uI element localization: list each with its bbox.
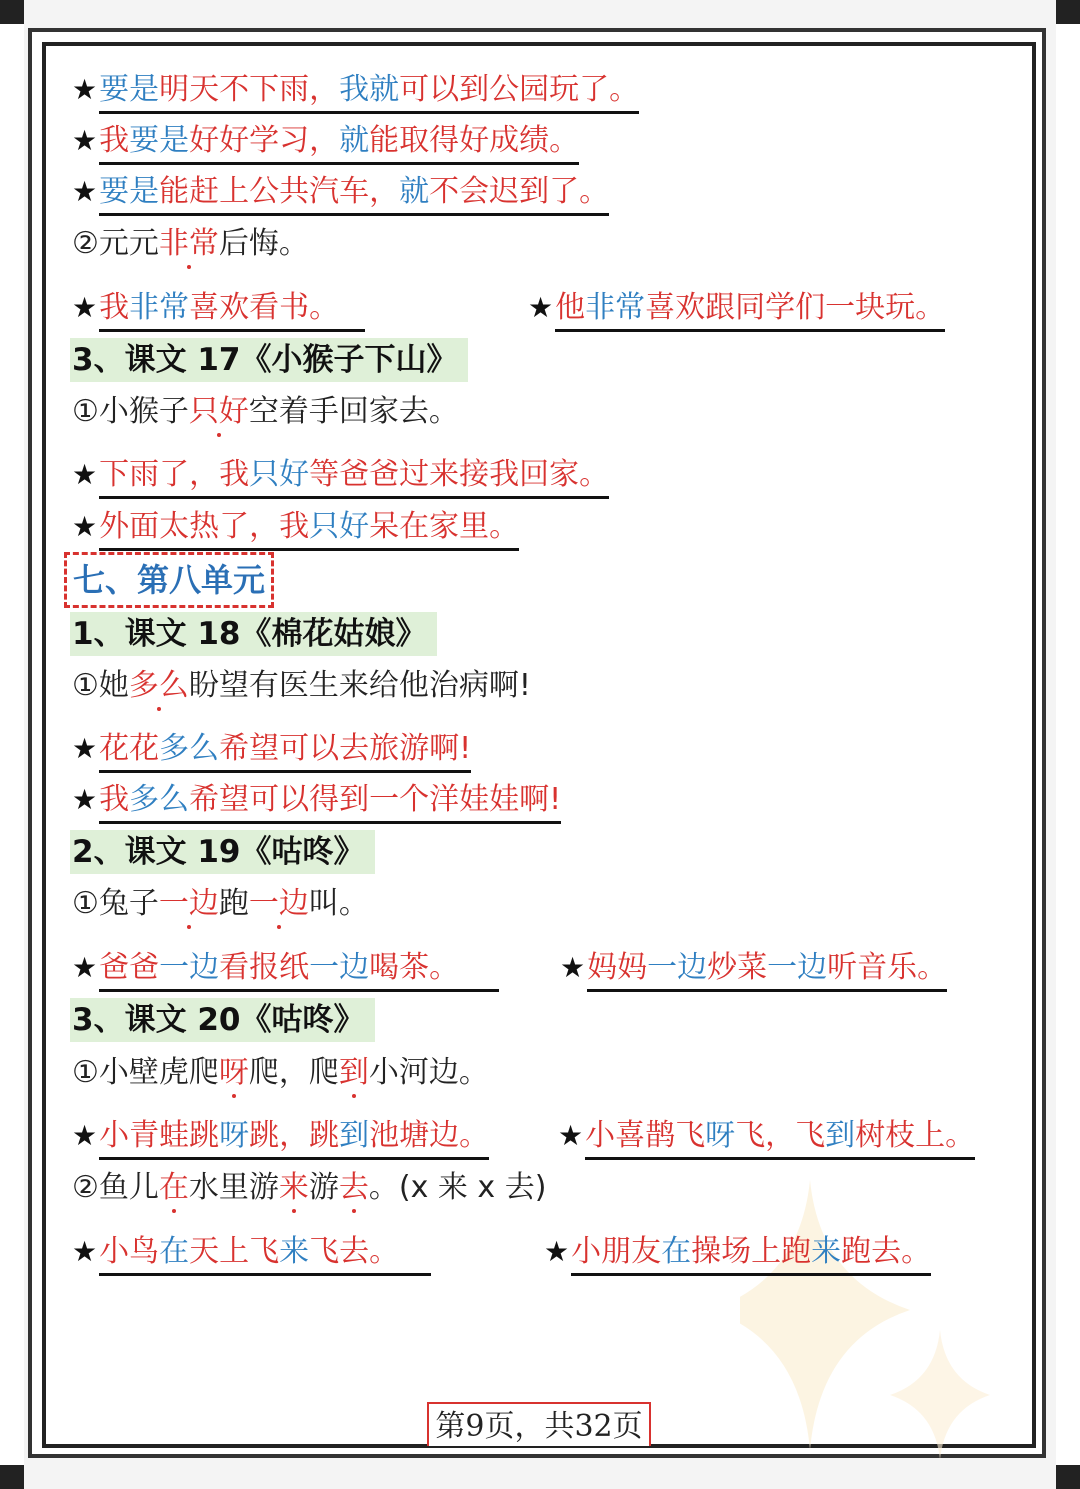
corner-mark bbox=[0, 1465, 24, 1489]
sentence-part: 叫。 bbox=[308, 886, 369, 921]
keyword: 在 bbox=[159, 1234, 190, 1269]
sentence-part: 飞 bbox=[309, 1234, 340, 1269]
example-sentence bbox=[72, 948, 499, 992]
sentence-part: 爬，爬 bbox=[248, 1055, 339, 1090]
star-icon: ★ bbox=[544, 1235, 570, 1268]
example-sentence bbox=[72, 121, 579, 165]
keyword: 要是 bbox=[99, 174, 160, 209]
section-heading: 1、课文 18《棉花姑娘》 bbox=[70, 612, 437, 656]
answer-sentence bbox=[99, 71, 639, 114]
example-sentence bbox=[72, 1232, 431, 1276]
keyword: 多么 bbox=[129, 782, 190, 817]
answer-sentence bbox=[571, 1233, 931, 1276]
sentence-part: ①兔子 bbox=[72, 886, 159, 921]
keyword: 呀 bbox=[705, 1118, 736, 1153]
answer-sentence bbox=[555, 289, 945, 332]
keyword: 一边 bbox=[309, 950, 370, 985]
sentence-part: 跳，跳 bbox=[249, 1118, 340, 1153]
answer-sentence bbox=[587, 949, 947, 992]
keyword: 呀 bbox=[218, 1055, 249, 1090]
example-sentence bbox=[558, 1116, 975, 1160]
example-sentence bbox=[72, 172, 609, 216]
sentence-part: 好好学习， bbox=[189, 123, 340, 158]
sentence-part: 能赶上公共汽车， bbox=[159, 174, 400, 209]
sentence-part: 飞，飞 bbox=[735, 1118, 826, 1153]
sentence-part: 。 bbox=[369, 1234, 400, 1269]
unit-title: 七、第八单元 bbox=[64, 552, 274, 608]
sentence-part: 小河边。 bbox=[368, 1055, 489, 1090]
keyword: 一边 bbox=[767, 950, 828, 985]
keyword: 一边 bbox=[248, 886, 309, 921]
sentence-part: ②元元 bbox=[72, 226, 159, 261]
keyword: 在 bbox=[661, 1234, 692, 1269]
keyword: 到 bbox=[825, 1118, 856, 1153]
star-icon: ★ bbox=[72, 175, 98, 208]
sentence-part: 空着手回家去。 bbox=[248, 394, 459, 429]
sentence-part: 可以到公园玩了。 bbox=[399, 72, 640, 107]
answer-sentence bbox=[99, 289, 365, 332]
star-icon: ★ bbox=[72, 73, 98, 106]
sentence-part: 看报纸 bbox=[219, 950, 310, 985]
example-sentence bbox=[544, 1232, 931, 1276]
sentence-part: 爸爸 bbox=[99, 950, 160, 985]
star-icon: ★ bbox=[72, 510, 98, 543]
sentence-part: 喜欢跟同学们一块玩。 bbox=[645, 290, 946, 325]
keyword: 一边 bbox=[159, 950, 220, 985]
keyword: 只好 bbox=[188, 394, 249, 429]
corner-mark bbox=[1056, 0, 1080, 24]
example-sentence bbox=[72, 729, 471, 773]
sentence-part: 小鸟 bbox=[99, 1234, 160, 1269]
page-number: 第9页，共32页 bbox=[427, 1402, 651, 1446]
sentence-part: 去 bbox=[339, 1234, 370, 1269]
keyword: 来 bbox=[279, 1234, 310, 1269]
star-icon: ★ bbox=[528, 291, 554, 324]
sentence-part: 我 bbox=[99, 123, 130, 158]
keyword: 在 bbox=[158, 1170, 189, 1205]
sentence-part: 外面太热了，我 bbox=[99, 509, 310, 544]
keyword: 一边 bbox=[158, 886, 219, 921]
sentence-part: 我 bbox=[99, 782, 130, 817]
sentence-part: 跑 bbox=[841, 1234, 872, 1269]
keyword: 只好 bbox=[249, 457, 310, 492]
star-icon: ★ bbox=[72, 1119, 98, 1152]
star-icon: ★ bbox=[72, 951, 98, 984]
sentence-part: 盼望有医生来给他治病啊! bbox=[188, 668, 531, 703]
example-sentence bbox=[72, 507, 519, 551]
keyword: 多么 bbox=[128, 668, 189, 703]
answer-sentence bbox=[99, 173, 609, 216]
sentence-part: 听音乐。 bbox=[827, 950, 948, 985]
answer-sentence bbox=[99, 456, 609, 499]
keyword: 我就 bbox=[339, 72, 400, 107]
original-sentence bbox=[72, 1168, 546, 1208]
keyword: 要是 bbox=[99, 72, 160, 107]
section-heading: 3、课文 17《小猴子下山》 bbox=[70, 338, 468, 382]
example-sentence bbox=[72, 1116, 489, 1160]
star-icon: ★ bbox=[72, 124, 98, 157]
sentence-part: 跑 bbox=[218, 886, 249, 921]
keyword: 去 bbox=[338, 1170, 369, 1205]
sentence-part: 等爸爸过来接我回家。 bbox=[309, 457, 610, 492]
keyword: 来 bbox=[811, 1234, 842, 1269]
page-left-margin bbox=[0, 0, 24, 1489]
sentence-part: 喜欢看书。 bbox=[189, 290, 340, 325]
original-sentence bbox=[72, 1053, 489, 1093]
sentence-part: 树枝上。 bbox=[855, 1118, 976, 1153]
keyword: 到 bbox=[338, 1055, 369, 1090]
example-sentence bbox=[72, 70, 639, 114]
answer-sentence bbox=[99, 122, 579, 165]
sentence-part: ①小壁虎爬 bbox=[72, 1055, 219, 1090]
keyword: 就 bbox=[399, 174, 430, 209]
section-heading: 3、课文 20《咕咚》 bbox=[70, 998, 375, 1042]
star-icon: ★ bbox=[560, 951, 586, 984]
original-sentence bbox=[72, 884, 369, 924]
example-sentence bbox=[72, 455, 609, 499]
sentence-part: 小朋友 bbox=[571, 1234, 662, 1269]
keyword: 非常 bbox=[158, 226, 219, 261]
keyword: 非常 bbox=[585, 290, 646, 325]
answer-sentence bbox=[99, 1117, 489, 1160]
keyword: 一边 bbox=[647, 950, 708, 985]
star-icon: ★ bbox=[72, 1235, 98, 1268]
sentence-part: 下雨了，我 bbox=[99, 457, 250, 492]
example-sentence bbox=[528, 288, 945, 332]
sparkle-decoration bbox=[740, 1160, 1020, 1460]
section-heading: 2、课文 19《咕咚》 bbox=[70, 830, 375, 874]
answer-sentence bbox=[99, 730, 471, 773]
sentence-part: 我 bbox=[99, 290, 130, 325]
sentence-part: ①小猴子 bbox=[72, 394, 189, 429]
sentence-part: ①她 bbox=[72, 668, 129, 703]
keyword: 就 bbox=[339, 123, 370, 158]
sentence-part: 后悔。 bbox=[218, 226, 309, 261]
keyword: 要是 bbox=[129, 123, 190, 158]
sentence-part: 天上飞 bbox=[189, 1234, 280, 1269]
answer-sentence bbox=[99, 949, 499, 992]
sentence-part: 能取得好成绩。 bbox=[369, 123, 580, 158]
answer-sentence bbox=[99, 781, 561, 824]
original-sentence bbox=[72, 666, 531, 706]
sentence-part: 游 bbox=[308, 1170, 339, 1205]
answer-sentence bbox=[585, 1117, 975, 1160]
star-icon: ★ bbox=[558, 1119, 584, 1152]
sentence-part: 希望可以去旅游啊! bbox=[219, 731, 472, 766]
sentence-part: 不会迟到了。 bbox=[429, 174, 610, 209]
page-right-margin bbox=[1056, 0, 1080, 1489]
star-icon: ★ bbox=[72, 783, 98, 816]
example-sentence bbox=[72, 780, 561, 824]
corner-mark bbox=[1056, 1465, 1080, 1489]
sentence-part: 明天不下雨， bbox=[159, 72, 340, 107]
example-sentence bbox=[72, 288, 365, 332]
example-sentence bbox=[560, 948, 947, 992]
star-icon: ★ bbox=[72, 291, 98, 324]
sentence-part: 去 bbox=[871, 1234, 902, 1269]
sentence-part: 小喜鹊飞 bbox=[585, 1118, 706, 1153]
sentence-part: 。 bbox=[901, 1234, 932, 1269]
sentence-part: ②鱼儿 bbox=[72, 1170, 159, 1205]
corner-mark bbox=[0, 0, 24, 24]
sentence-part: 希望可以得到一个洋娃娃啊! bbox=[189, 782, 562, 817]
keyword: 来 bbox=[278, 1170, 309, 1205]
original-sentence bbox=[72, 224, 309, 264]
sentence-part: 。(x 来 x 去) bbox=[368, 1170, 547, 1205]
keyword: 到 bbox=[339, 1118, 370, 1153]
answer-sentence bbox=[99, 1233, 431, 1276]
sentence-part: 池塘边。 bbox=[369, 1118, 490, 1153]
keyword: 非常 bbox=[129, 290, 190, 325]
sentence-part: 水里游 bbox=[188, 1170, 279, 1205]
original-sentence bbox=[72, 392, 459, 432]
sentence-part: 他 bbox=[555, 290, 586, 325]
keyword: 呀 bbox=[219, 1118, 250, 1153]
keyword: 只好 bbox=[309, 509, 370, 544]
answer-sentence bbox=[99, 508, 519, 551]
sentence-part: 呆在家里。 bbox=[369, 509, 520, 544]
sentence-part: 炒菜 bbox=[707, 950, 768, 985]
star-icon: ★ bbox=[72, 458, 98, 491]
sentence-part: 操场上跑 bbox=[691, 1234, 812, 1269]
star-icon: ★ bbox=[72, 732, 98, 765]
keyword: 多么 bbox=[159, 731, 220, 766]
sentence-part: 小青蛙跳 bbox=[99, 1118, 220, 1153]
sentence-part: 妈妈 bbox=[587, 950, 648, 985]
sentence-part: 花花 bbox=[99, 731, 160, 766]
sentence-part: 喝茶。 bbox=[369, 950, 460, 985]
